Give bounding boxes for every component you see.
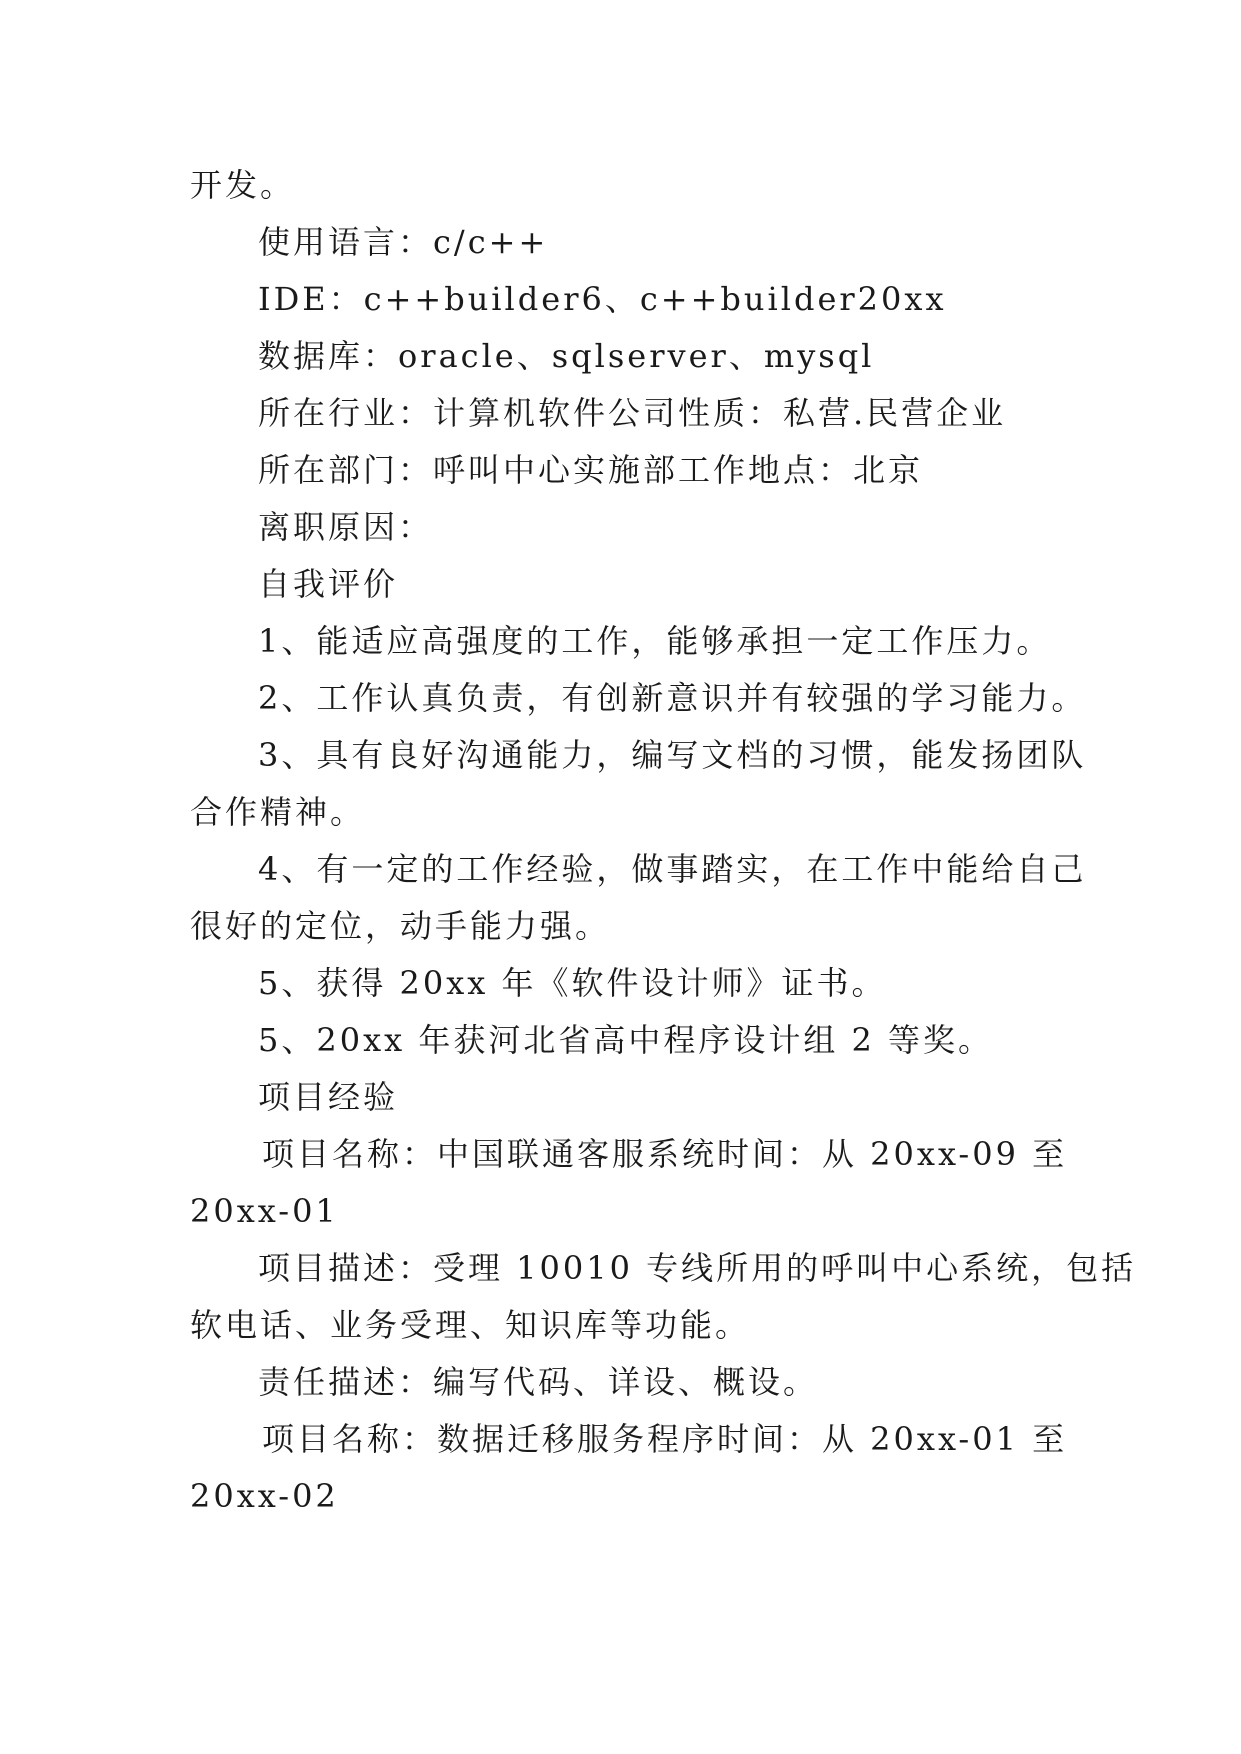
text-line: 合作精神。: [190, 793, 366, 831]
text-line: 1、能适应高强度的工作，能够承担一定工作压力。: [258, 622, 1052, 660]
text-line: 5、20xx 年获河北省高中程序设计组 2 等奖。: [258, 1021, 994, 1059]
text-line: 20xx-01: [190, 1192, 339, 1230]
text-line: 5、获得 20xx 年《软件设计师》证书。: [258, 964, 887, 1002]
text-line: 很好的定位，动手能力强。: [190, 907, 611, 945]
text-line: 项目名称：中国联通客服系统时间：从 20xx-09 至: [262, 1135, 1068, 1173]
text-line: 项目描述：受理 10010 专线所用的呼叫中心系统，包括: [258, 1249, 1137, 1287]
section-heading: 项目经验: [258, 1078, 399, 1116]
text-line: 所在部门：呼叫中心实施部工作地点：北京: [258, 451, 924, 489]
text-line: 软电话、业务受理、知识库等功能。: [190, 1306, 751, 1344]
text-line: 责任描述：编写代码、详设、概设。: [258, 1363, 819, 1401]
text-line: 开发。: [190, 166, 296, 204]
text-line: 项目名称：数据迁移服务程序时间：从 20xx-01 至: [262, 1420, 1068, 1458]
text-line: 使用语言：c/c++: [258, 223, 549, 261]
text-line: 4、有一定的工作经验，做事踏实，在工作中能给自己: [258, 850, 1087, 888]
text-line: 所在行业：计算机软件公司性质：私营.民营企业: [258, 394, 1007, 432]
text-line: 数据库：oracle、sqlserver、mysql: [258, 337, 875, 375]
text-line: IDE：c++builder6、c++builder20xx: [258, 280, 947, 318]
text-line: 3、具有良好沟通能力，编写文档的习惯，能发扬团队: [258, 736, 1087, 774]
text-line: 20xx-02: [190, 1477, 339, 1515]
section-heading: 自我评价: [258, 565, 399, 603]
text-line: 离职原因：: [258, 508, 434, 546]
text-line: 2、工作认真负责，有创新意识并有较强的学习能力。: [258, 679, 1087, 717]
